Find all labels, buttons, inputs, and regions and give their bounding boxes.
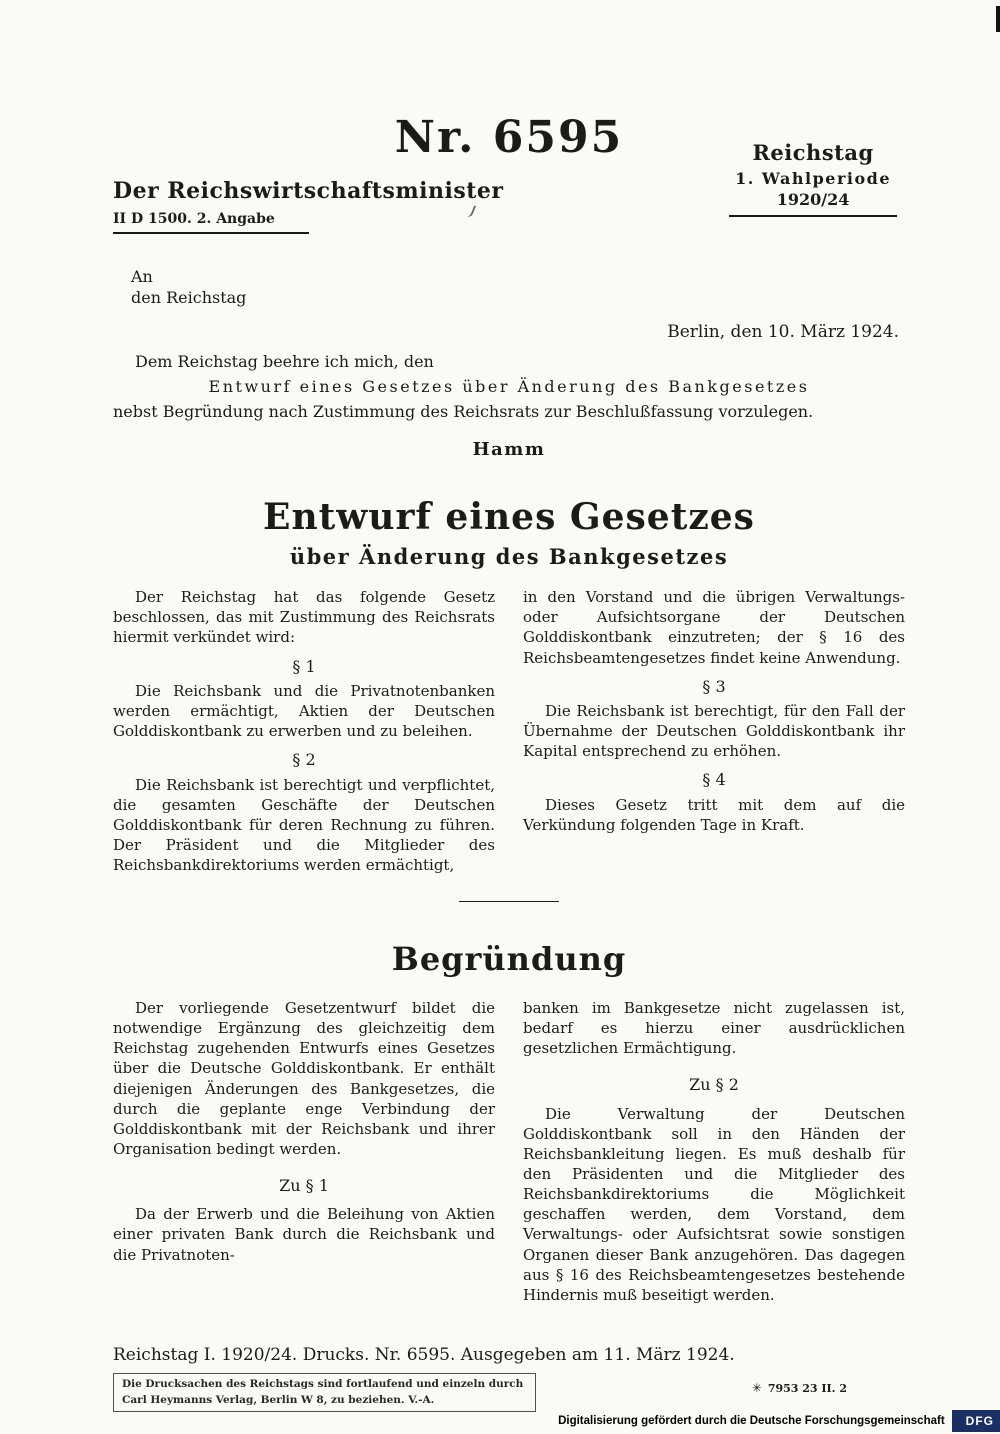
printer-guild-icon: ✳	[751, 1380, 762, 1395]
dfg-logo: DFG	[952, 1410, 1000, 1432]
publisher-note-line-1: Die Drucksachen des Reichstags sind fortlaufend und einzeln durch	[122, 1377, 524, 1390]
law-paragraph: Die Reichsbank und die Privatnotenbanken werden ermächtigt, Aktien der Deutschen Golddiskontbank zu erwerben und zu beleihen.	[113, 681, 495, 741]
begruendung-paragraph: Der vorliegende Gesetzentwurf bildet die notwendige Ergänzung des gleichzeitig dem Reichstag zugehenden Entwurfs eines Gesetzes über die Deutsche Golddiskontbank. Er enthält diejenigen Änderungen des Bankgesetzes, die durch die geplante enge Verbindung der Golddiskontbank mit der Reichsbank und ihrer Organisation bedingt werden.	[113, 999, 495, 1158]
law-paragraph: Die Reichsbank ist berechtigt und verpflichtet, die gesamten Geschäfte der Deutschen Golddiskontbank für deren Rechnung zu führen. Der Präsident und die Mitglieder des Reichsbankdirektoriums werden ermächtigt,	[113, 775, 495, 875]
addressee-line-1: An	[131, 267, 153, 286]
sender-name: Der Reichswirtschaftsminister	[113, 178, 504, 204]
begruendung-paragraph: Die Verwaltung der Deutschen Golddiskontbank soll in den Händen der Reichsbankleitung liegen. Es muß deshalb für den Präsidenten und die Mitglieder des Reichsbankdirektoriums die Möglichkeit geschaffen werden, dem Vorstand, dem Verwaltungs- oder Aufsichtsrat sowie sonstigen Organen dieser Bank anzugehören. Das dagegen aus § 16 des Reichsbeamtengesetzes bestehende Hindernis muß beseitigt werden.	[523, 1104, 905, 1304]
sender-reference: II D 1500. 2. Angabe	[113, 211, 309, 234]
section-heading: § 4	[702, 770, 726, 790]
publisher-note-box	[113, 1373, 536, 1413]
session-period: 1. Wahlperiode	[735, 169, 891, 188]
session-block	[729, 140, 897, 217]
dateline: Berlin, den 10. März 1924.	[667, 322, 899, 343]
law-title: Entwurf eines Gesetzes	[263, 496, 755, 539]
law-columns	[113, 587, 905, 875]
printer-mark	[752, 1381, 847, 1395]
begruendung-columns	[113, 998, 905, 1305]
addressee-block	[131, 266, 905, 308]
document-number: Nr. 6595	[394, 112, 624, 163]
begruendung-left-column	[113, 998, 495, 1305]
imprint-line: Reichstag I. 1920/24. Drucks. Nr. 6595. Ausgegeben am 11. März 1924.	[113, 1344, 735, 1365]
digitization-credit-text: Digitalisierung gefördert durch die Deutsche Forschungsgemeinschaft	[558, 1415, 945, 1427]
signature: Hamm	[472, 439, 546, 461]
law-paragraph: Die Reichsbank ist berechtigt, für den Fall der Übernahme der Deutschen Golddiskontbank ihr Kapital entsprechend zu erhöhen.	[523, 702, 905, 761]
scan-artifact	[996, 6, 1000, 32]
begruendung-paragraph: Da der Erwerb und die Beleihung von Aktien einer privaten Bank durch die Reichsbank und die Privatnoten-	[113, 1205, 495, 1264]
section-heading: § 1	[292, 656, 316, 676]
law-paragraph: in den Vorstand und die übrigen Verwaltungs- oder Aufsichtsorgane der Deutschen Golddiskontbank einzutreten; der § 16 des Reichsbeamtengesetzes findet keine Anwendung.	[523, 588, 905, 667]
section-heading: Zu § 1	[279, 1175, 329, 1195]
session-years: 1920/24	[776, 190, 850, 209]
begruendung-paragraph: banken im Bankgesetze nicht zugelassen ist, bedarf es hierzu einer ausdrücklichen gesetzlichen Ermächtigung.	[523, 999, 905, 1058]
letter-line-2: Entwurf eines Gesetzes über Änderung des Bankgesetzes	[208, 377, 810, 397]
law-right-column	[523, 587, 905, 875]
section-heading: § 3	[702, 676, 726, 696]
digitization-credit-bar	[558, 1410, 1000, 1432]
document-header	[113, 112, 905, 260]
footer-row	[113, 1373, 905, 1413]
law-paragraph: Der Reichstag hat das folgende Gesetz beschlossen, das mit Zustimmung des Reichsrats hiermit verkündet wird:	[113, 588, 495, 647]
begruendung-right-column	[523, 998, 905, 1305]
law-left-column	[113, 587, 495, 875]
section-heading: Zu § 2	[689, 1075, 739, 1095]
addressee-line-2: den Reichstag	[131, 288, 247, 308]
law-subtitle: über Änderung des Bankgesetzes	[289, 544, 729, 570]
printer-mark-text: 7953 23 II. 2	[767, 1381, 847, 1395]
sender-block	[113, 178, 503, 234]
section-divider	[459, 901, 559, 902]
section-heading: § 2	[292, 750, 316, 770]
letter-line-3: nebst Begründung nach Zustimmung des Reichsrats zur Beschlußfassung vorzulegen.	[113, 402, 814, 422]
publisher-note-line-2: Carl Heymanns Verlag, Berlin W 8, zu beziehen. V.-A.	[122, 1393, 435, 1406]
letter-line-1: Dem Reichstag beehre ich mich, den	[135, 352, 434, 372]
law-paragraph: Dieses Gesetz tritt mit dem auf die Verkündung folgenden Tage in Kraft.	[523, 795, 905, 834]
begruendung-title: Begründung	[391, 940, 627, 979]
session-parliament: Reichstag	[752, 140, 874, 165]
letter-body	[113, 352, 905, 421]
